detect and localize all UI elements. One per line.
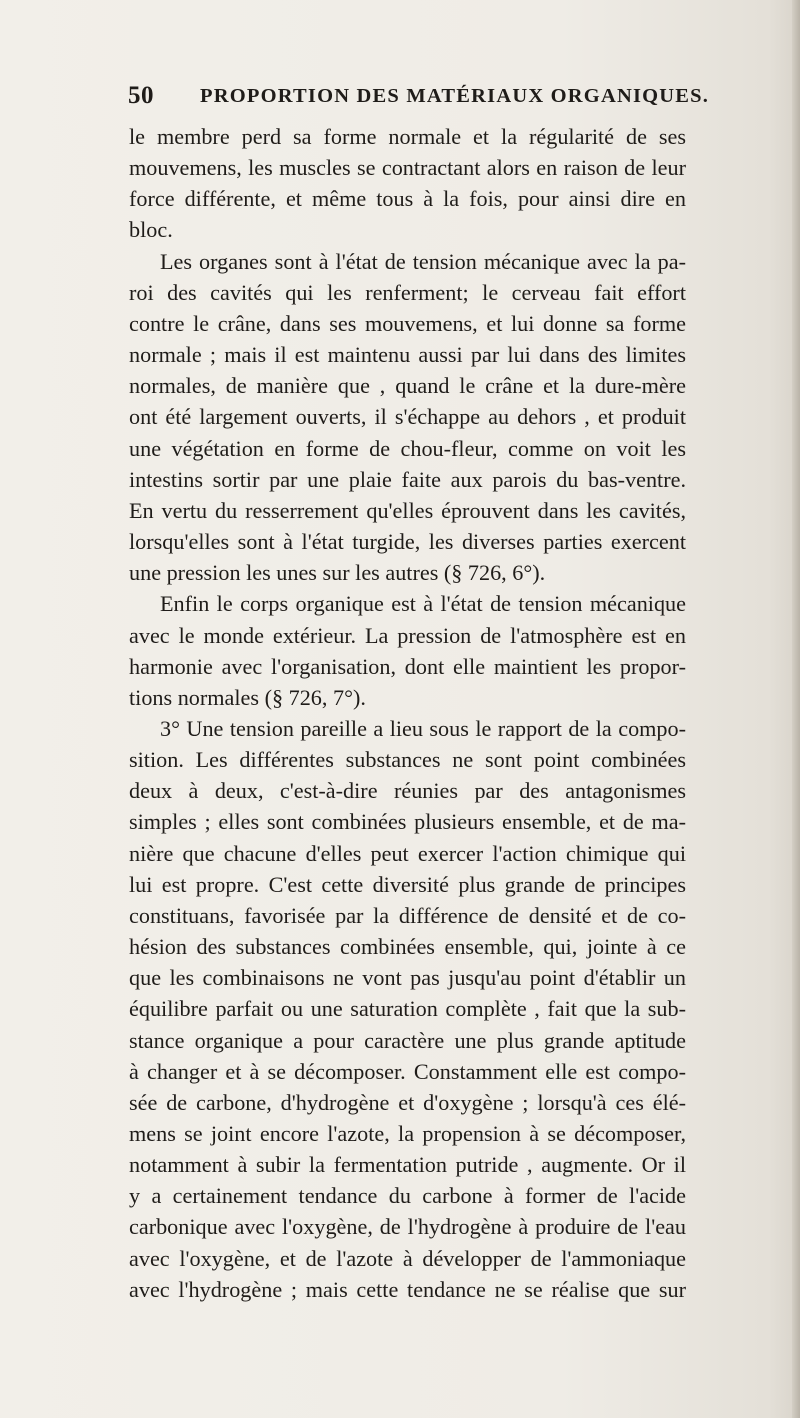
text-line: harmonie avec l'organisation, dont elle maintient les propor- bbox=[129, 653, 686, 679]
text-line: normales, de manière que , quand le crâne et la dure-mère bbox=[129, 373, 686, 399]
text-line: deux à deux, c'est-à-dire réunies par des antagonismes bbox=[129, 778, 686, 804]
text-line: notamment à subir la fermentation putride , augmente. Or il bbox=[129, 1152, 686, 1178]
text-line: En vertu du resserrement qu'elles éprouvent dans les cavités, bbox=[129, 497, 686, 523]
text-line: tions normales (§ 726, 7°). bbox=[129, 684, 366, 710]
text-line: nière que chacune d'elles peut exercer l'action chimique qui bbox=[129, 840, 686, 866]
text-line: le membre perd sa forme normale et la régularité de ses bbox=[129, 124, 686, 149]
text-line: mens se joint encore l'azote, la propension à se décomposer, bbox=[129, 1121, 686, 1146]
running-title: PROPORTION DES MATÉRIAUX ORGANIQUES. bbox=[200, 85, 710, 107]
text-line: intestins sortir par une plaie faite aux parois du bas-ventre. bbox=[129, 466, 686, 492]
text-line: bloc. bbox=[129, 217, 173, 243]
text-line: une végétation en forme de chou-fleur, comme on voit les bbox=[129, 435, 686, 461]
text-line: 3° Une tension pareille a lieu sous le rapport de la compo- bbox=[160, 715, 686, 741]
text-line: sée de carbone, d'hydrogène et d'oxygène ; lorsqu'à ces élé- bbox=[129, 1089, 686, 1115]
text-line: stance organique a pour caractère une plus grande aptitude bbox=[129, 1027, 686, 1053]
text-line: lorsqu'elles sont à l'état turgide, les diverses parties exercent bbox=[129, 529, 686, 555]
text-line: équilibre parfait ou une saturation complète , fait que la sub- bbox=[129, 996, 686, 1022]
text-line: avec l'oxygène, et de l'azote à développer de l'ammoniaque bbox=[129, 1245, 686, 1271]
text-line: à changer et à se décomposer. Constamment elle est compo- bbox=[129, 1058, 686, 1084]
text-line: sition. Les différentes substances ne sont point combinées bbox=[129, 747, 686, 773]
text-line: que les combinaisons ne vont pas jusqu'au point d'établir un bbox=[129, 965, 686, 991]
text-line: avec l'hydrogène ; mais cette tendance ne se réalise que sur bbox=[129, 1276, 686, 1302]
page-number: 50 bbox=[128, 82, 154, 109]
text-line: mouvemens, les muscles se contractant alors en raison de leur bbox=[129, 155, 686, 181]
text-line: simples ; elles sont combinées plusieurs ensemble, et de ma- bbox=[129, 809, 686, 835]
text-line: carbonique avec l'oxygène, de l'hydrogène à produire de l'eau bbox=[129, 1214, 686, 1240]
text-line: Les organes sont à l'état de tension mécanique avec la pa- bbox=[160, 248, 686, 274]
body-text bbox=[129, 121, 686, 1305]
text-line: contre le crâne, dans ses mouvemens, et lui donne sa forme bbox=[129, 310, 686, 336]
page-header bbox=[128, 82, 710, 112]
text-line: lui est propre. C'est cette diversité plus grande de principes bbox=[129, 871, 686, 897]
text-line: ont été largement ouverts, il s'échappe au dehors , et produit bbox=[129, 404, 686, 430]
text-line: roi des cavités qui les renferment; le cerveau fait effort bbox=[129, 279, 686, 305]
text-line: constituans, favorisée par la différence de densité et de co- bbox=[129, 902, 686, 928]
text-line: force différente, et même tous à la fois, pour ainsi dire en bbox=[129, 186, 686, 212]
text-line: avec le monde extérieur. La pression de l'atmosphère est en bbox=[129, 622, 686, 648]
text-line: normale ; mais il est maintenu aussi par lui dans des limites bbox=[129, 342, 686, 368]
text-line: y a certainement tendance du carbone à former de l'acide bbox=[129, 1183, 686, 1209]
text-line: hésion des substances combinées ensemble, qui, jointe à ce bbox=[129, 934, 686, 960]
text-line: Enfin le corps organique est à l'état de tension mécanique bbox=[160, 591, 686, 617]
text-line: une pression les unes sur les autres (§ 726, 6°). bbox=[129, 560, 546, 586]
page-edge-shadow bbox=[792, 0, 800, 1418]
